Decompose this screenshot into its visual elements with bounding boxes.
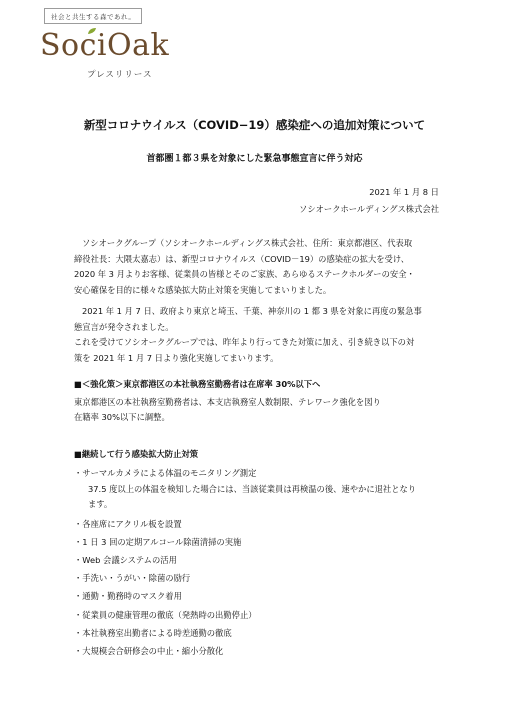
detail-line: 37.5 度以上の体温を検知した場合には、当該従業員は再検温の後、速やかに退社となり xyxy=(88,484,417,495)
measures-list xyxy=(74,464,453,660)
paragraph-line: 策を 2021 年 1 月 7 日より強化実施してまいります。 xyxy=(74,352,279,363)
section-body-reinforced xyxy=(74,395,381,425)
company-logo: SociOak xyxy=(40,28,170,63)
paragraph-line: 2020 年 3 月よりお客様、従業員の皆様とそのご家族、あらゆるステークホルダーの安全・ xyxy=(74,269,415,279)
press-release-label: プレスリリース xyxy=(87,70,153,80)
list-item: ・大規模会合研修会の中止・縮小分散化 xyxy=(74,645,224,656)
detail-line: ます。 xyxy=(88,499,113,510)
list-item: ・手洗い・うがい・除菌の励行 xyxy=(74,573,191,584)
announcement-paragraph xyxy=(74,304,446,366)
paragraph-line: 2021 年 1 月 7 日、政府より東京と埼玉、千葉、神奈川の 1 都 3 県を対象に再度の緊急事 xyxy=(82,306,422,316)
release-date: 2021 年 1 月 8 日 xyxy=(369,187,439,197)
list-item: ・通勤・勤務時のマスク着用 xyxy=(74,591,182,602)
page-title: 新型コロナウイルス（COVID−19）感染症への追加対策について xyxy=(83,118,426,132)
paragraph-line: 態宣言が発令されました。 xyxy=(74,321,174,332)
list-item: ・従業員の健康管理の徹底（発熱時の出勤停止） xyxy=(74,609,257,620)
list-item: ・1 日 3 回の定期アルコール除菌清掃の実施 xyxy=(74,537,242,548)
section-heading-continued: ■継続して行う感染拡大防止対策 xyxy=(74,449,198,459)
section-line: 東京都港区の本社執務室勤務者は、本支店執務室人数制限、テレワーク強化を図り xyxy=(74,397,381,407)
list-item: ・各座席にアクリル板を設置 xyxy=(74,519,182,530)
paragraph-line: これを受けてソシオークグループでは、昨年より行ってきた対策に加え、引き続き以下の対 xyxy=(74,337,415,347)
page-subtitle: 首都圏１都３県を対象にした緊急事態宣言に伴う対応 xyxy=(146,154,363,164)
section-heading-reinforced: ■＜強化策＞東京都港区の本社執務室勤務者は在席率 30%以下へ xyxy=(74,379,321,389)
company-name: ソシオークホールディングス株式会社 xyxy=(299,204,439,214)
list-item: ・Web 会議システムの活用 xyxy=(74,555,177,566)
tagline-box xyxy=(44,8,142,24)
paragraph-line: 安心確保を目的に様々な感染拡大防止対策を実施してまいりました。 xyxy=(74,284,332,295)
list-item: ・サーマルカメラによる体温のモニタリング測定 xyxy=(74,468,257,478)
paragraph-line: 締役社長：大隈太嘉志）は、新型コロナウイルス（COVID－19）の感染症の拡大を受け、 xyxy=(74,253,410,264)
paragraph-line: ソシオークグループ（ソシオークホールディングス株式会社、住所：東京都港区、代表取 xyxy=(82,238,413,248)
list-item-detail xyxy=(74,482,453,512)
list-item: ・本社執務室出勤者による時差通勤の徹底 xyxy=(74,627,232,638)
intro-paragraph xyxy=(74,236,446,298)
tagline: 社会と共生する森であれ。 xyxy=(51,12,136,21)
section-line: 在籍率 30%以下に調整。 xyxy=(74,412,170,422)
